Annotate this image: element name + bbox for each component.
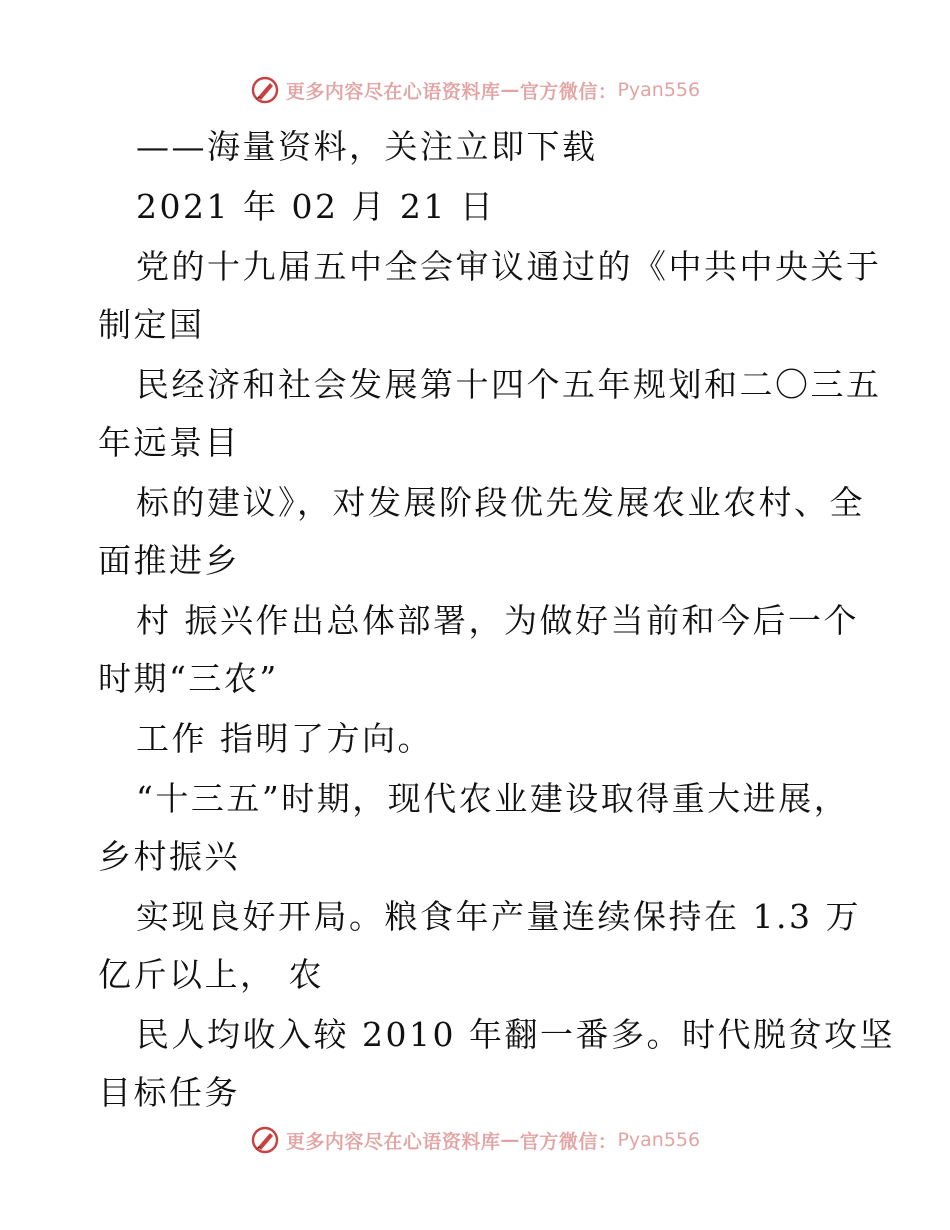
text-line: 制定国: [98, 305, 205, 344]
footer-watermark-banner: [0, 1120, 950, 1160]
text-line: 2021 年 02 月 21 日: [136, 187, 496, 226]
text-line: 实现良好开局。粮食年产量连续保持在 1.3 万: [136, 897, 861, 936]
text-line: 目标任务: [98, 1073, 240, 1112]
banner-wechat-label: 官方微信：: [519, 80, 618, 103]
banner-dash: —: [500, 1129, 520, 1151]
header-watermark-banner: [0, 70, 950, 110]
pen-seal-icon: [250, 1125, 280, 1155]
banner-site-name: 更多内容尽在心语资料库: [285, 80, 501, 103]
text-line: “十三五”时期，现代农业建设取得重大进展，: [136, 779, 850, 818]
text-line: 时期“三农”: [98, 659, 279, 698]
text-line: 亿斤以上， 农: [98, 955, 324, 994]
text-line: 工作 指明了方向。: [136, 719, 433, 758]
text-line: 民经济和社会发展第十四个五年规划和二〇三五: [136, 365, 882, 404]
banner-wechat-id: Pyan556: [617, 79, 701, 101]
banner-site-name: 更多内容尽在心语资料库: [285, 1130, 501, 1153]
text-line: 党的十九届五中全会审议通过的《中共中央关于: [136, 247, 882, 286]
text-line: 村 振兴作出总体部署，为做好当前和今后一个: [136, 601, 859, 640]
text-line: 标的建议》，对发展阶段优先发展农业农村、全: [136, 483, 865, 522]
banner-wechat-label: 官方微信：: [519, 1130, 618, 1153]
text-line: 面推进乡: [98, 541, 240, 580]
text-line: 年远景目: [98, 423, 240, 462]
text-line: 民人均收入较 2010 年翻一番多。时代脱贫攻坚: [136, 1015, 895, 1054]
text-line: 乡村振兴: [98, 837, 240, 876]
banner-wechat-id: Pyan556: [617, 1129, 701, 1151]
text-line: ——海量资料，关注立即下载: [136, 127, 598, 166]
pen-seal-icon: [250, 75, 280, 105]
banner-dash: —: [500, 79, 520, 101]
